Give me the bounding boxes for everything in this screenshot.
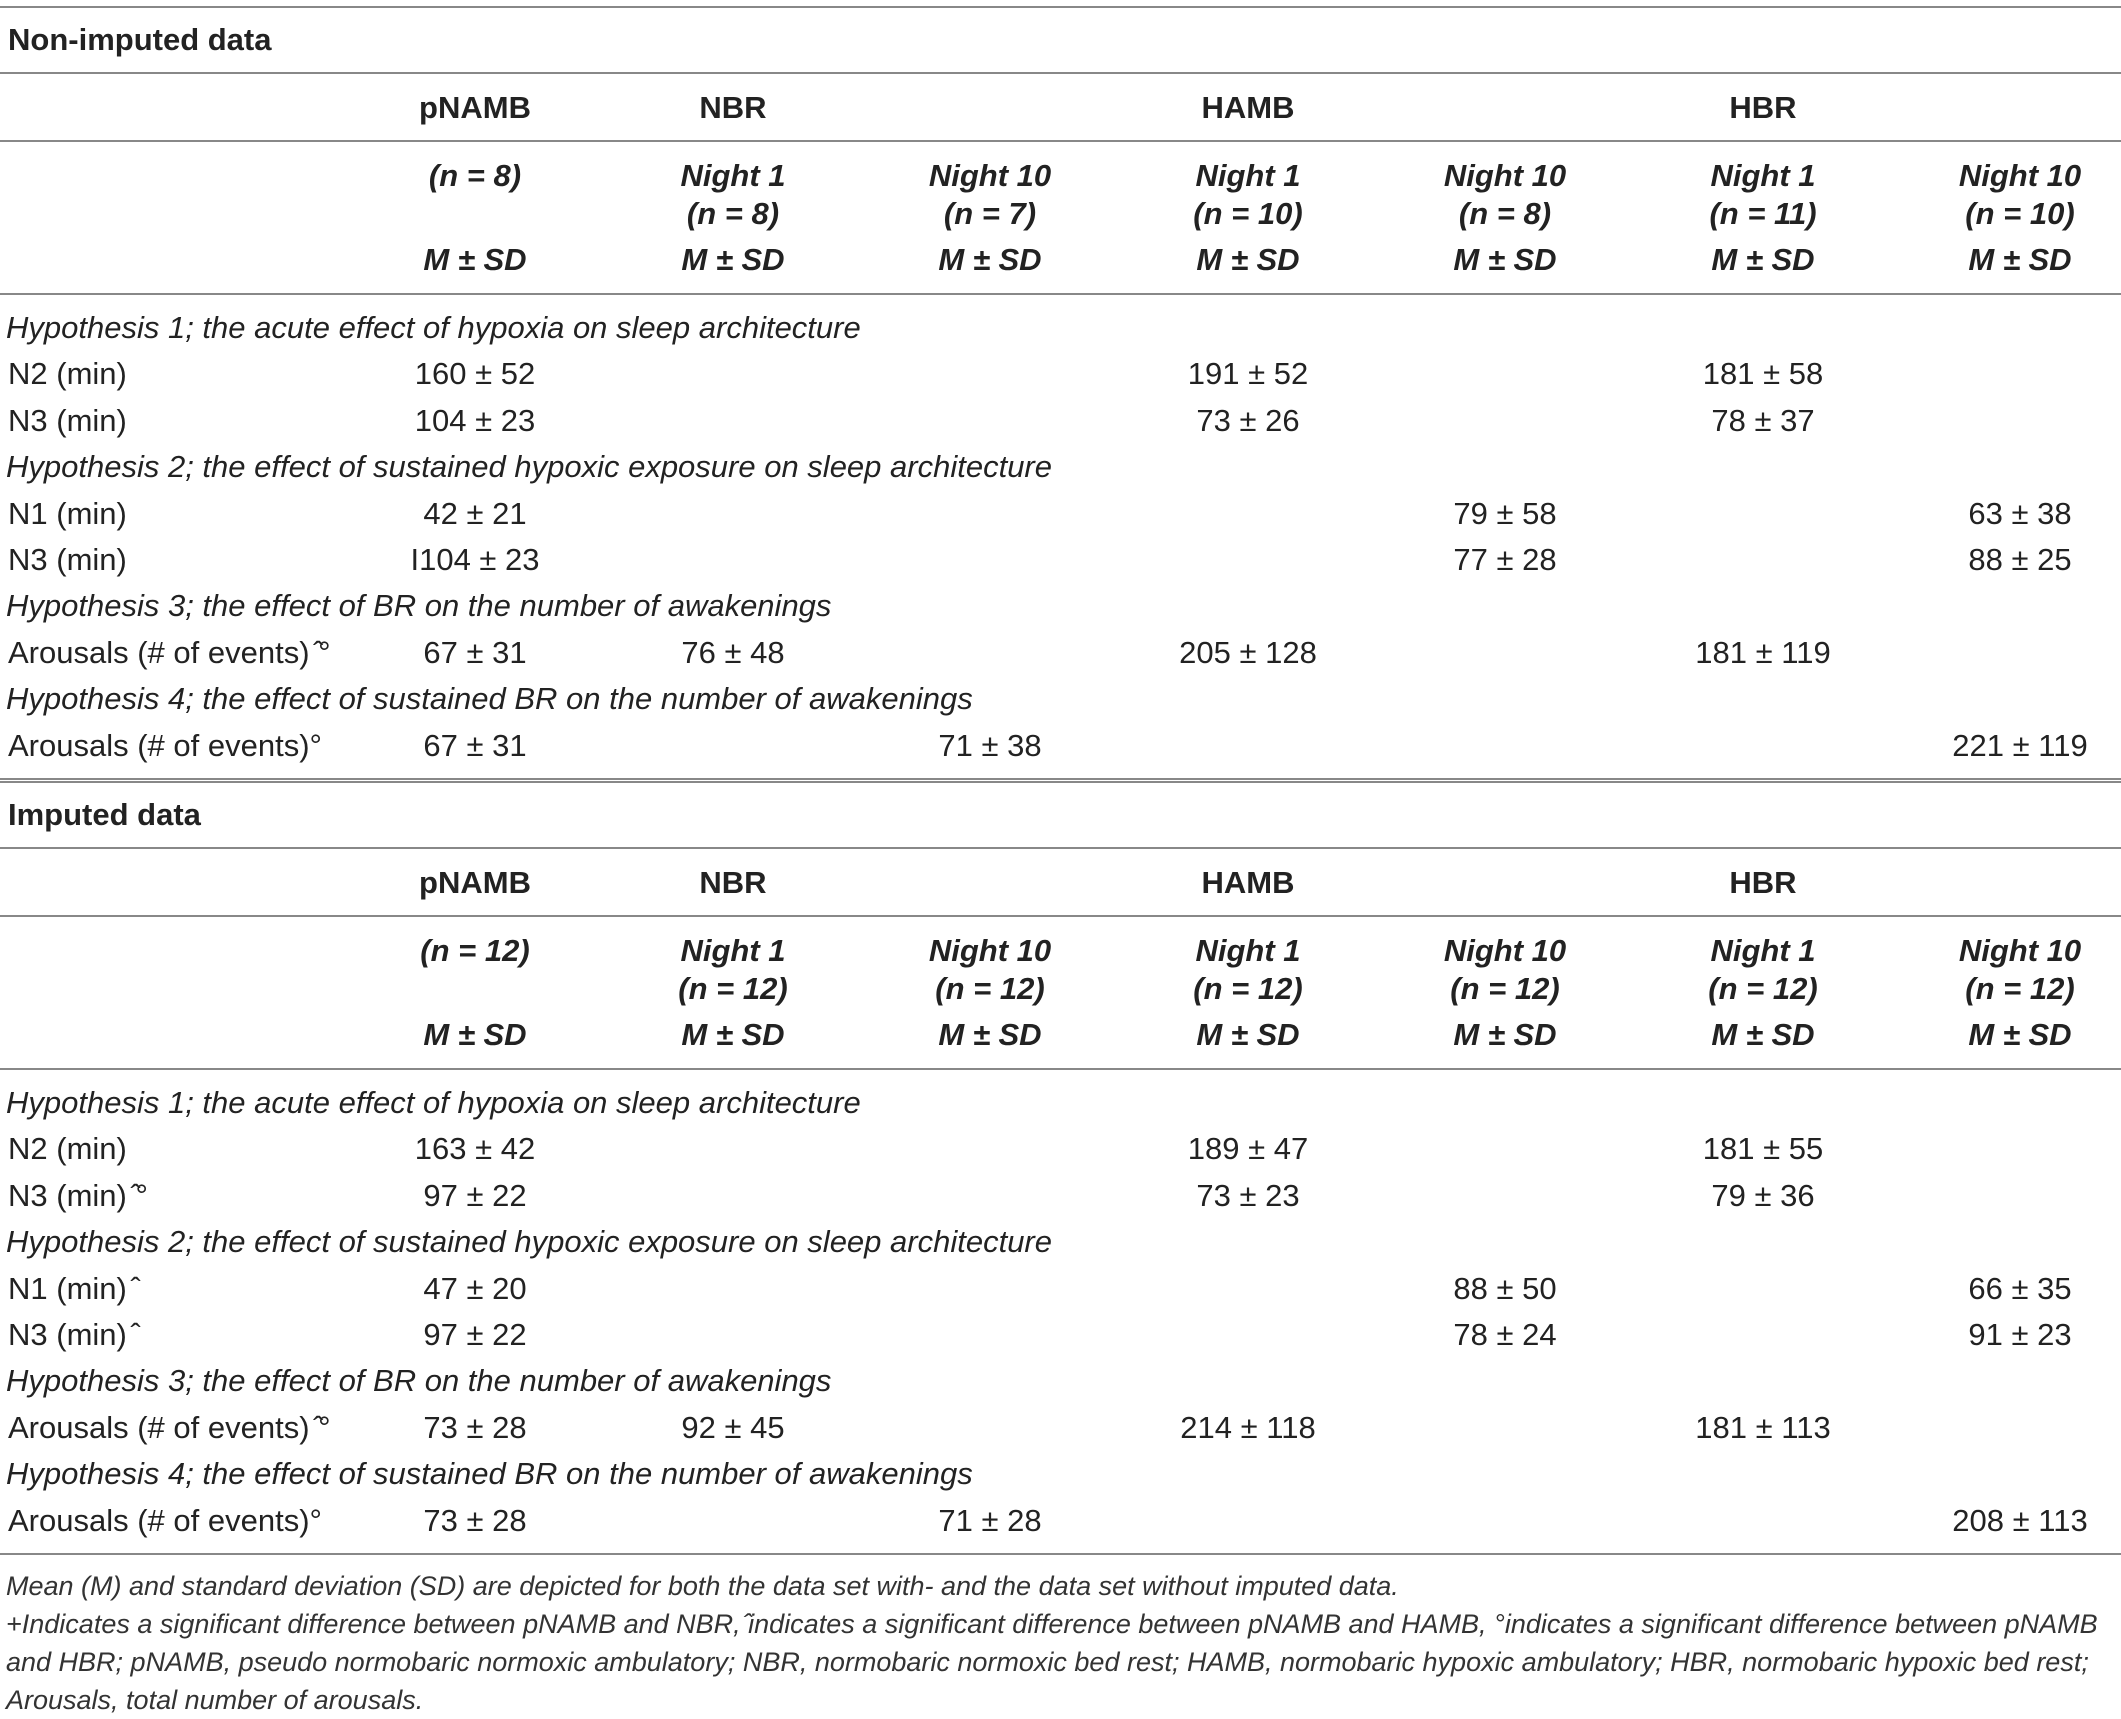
hypothesis-heading: Hypothesis 1; the acute effect of hypoxia on sleep architecture: [6, 310, 861, 345]
group-header-rule: [0, 140, 2121, 142]
section-title: Imputed data: [8, 797, 201, 832]
subheader-rule: [0, 293, 2121, 295]
column-subheader: (n = 8): [686, 196, 780, 231]
hypothesis-heading: Hypothesis 4; the effect of sustained BR on the number of awakenings: [6, 1456, 973, 1492]
row-label: Arousals (# of events) ̂°: [8, 634, 331, 670]
column-subheader: (n = 10): [1193, 196, 1303, 231]
column-subheader: Night 1: [680, 158, 786, 193]
table-cell: 67 ± 31: [423, 727, 527, 763]
section-bottom-rule: [0, 778, 2121, 780]
footnote-significance: +Indicates a significant difference between pNAMB and NBR, ̂indicates a significant difference between pNAMB and HAMB, °indicates a significant difference between pNAMB and HBR; pNAMB, pseudo normobaric normoxic ambulatory; NBR, normobaric normoxic bed rest; HAMB, normobaric hypoxic ambulatory; HBR, normobaric hypoxic bed rest; Arousals, total number of arousals.: [6, 1609, 2098, 1715]
table-cell: 104 ± 23: [414, 402, 536, 438]
column-subheader: (n = 12): [1708, 971, 1818, 1006]
table-cell: 77 ± 28: [1453, 542, 1557, 577]
table-cell: 79 ± 36: [1711, 1177, 1815, 1213]
column-subheader: Night 1: [680, 933, 786, 968]
column-subheader: M ± SD: [938, 1017, 1042, 1052]
subheader-rule: [0, 1068, 2121, 1070]
table-cell: 63 ± 38: [1968, 495, 2072, 531]
table-cell: 205 ± 128: [1179, 634, 1317, 670]
table-cell: 71 ± 38: [938, 727, 1042, 763]
table-cell: 97 ± 22: [423, 1177, 527, 1213]
hypothesis-heading: Hypothesis 3; the effect of BR on the number of awakenings: [6, 588, 832, 624]
column-subheader: Night 1: [1195, 158, 1301, 193]
column-subheader: (n = 12): [420, 933, 530, 968]
table-cell: 42 ± 21: [423, 495, 527, 531]
table-cell: 66 ± 35: [1968, 1270, 2072, 1306]
section-bottom-rule: [0, 1553, 2121, 1555]
table-cell: 47 ± 20: [423, 1270, 527, 1306]
row-label: N3 (min): [8, 542, 127, 577]
table-cell: 181 ± 55: [1702, 1131, 1824, 1167]
table-cell: 92 ± 45: [681, 1409, 785, 1445]
hypothesis-heading: Hypothesis 2; the effect of sustained hypoxic exposure on sleep architecture: [6, 449, 1052, 485]
table-cell: 73 ± 23: [1196, 1177, 1300, 1213]
row-label: Arousals (# of events)°: [8, 1502, 322, 1538]
table-cell: 79 ± 58: [1453, 495, 1557, 531]
column-subheader: (n = 12): [1450, 971, 1560, 1006]
column-subheader: M ± SD: [681, 1017, 785, 1052]
table-cell: 221 ± 119: [1952, 727, 2088, 763]
column-subheader: M ± SD: [1196, 1017, 1300, 1052]
row-label: N1 (min): [8, 495, 127, 531]
column-subheader: Night 1: [1710, 158, 1816, 193]
row-label: N1 (min) ̂: [8, 1270, 136, 1306]
column-subheader: Night 1: [1710, 933, 1816, 968]
table-cell: 181 ± 113: [1695, 1409, 1831, 1445]
column-subheader: Night 10: [928, 933, 1052, 968]
column-subheader: M ± SD: [1711, 1017, 1815, 1052]
table-cell: 78 ± 37: [1711, 402, 1815, 438]
table-cell: 181 ± 58: [1702, 356, 1824, 392]
group-header: HBR: [1729, 90, 1797, 125]
table-cell: 76 ± 48: [681, 634, 785, 670]
row-label: Arousals (# of events) ̂°: [8, 1409, 331, 1445]
column-subheader: M ± SD: [423, 1017, 527, 1052]
column-subheader: M ± SD: [1968, 1017, 2072, 1052]
group-header: pNAMB: [419, 865, 531, 900]
row-label: N3 (min) ̂: [8, 1317, 136, 1352]
group-header: HAMB: [1201, 90, 1295, 125]
column-subheader: M ± SD: [1196, 242, 1300, 277]
group-header: pNAMB: [419, 90, 531, 125]
column-subheader: Night 10: [1443, 933, 1567, 968]
group-header: NBR: [699, 865, 767, 900]
row-label: N2 (min): [8, 356, 127, 392]
column-subheader: M ± SD: [681, 242, 785, 277]
group-header: HBR: [1729, 865, 1797, 900]
table-cell: 163 ± 42: [414, 1131, 536, 1167]
table-cell: 73 ± 28: [423, 1409, 527, 1445]
column-subheader: (n = 10): [1965, 196, 2075, 231]
column-subheader: (n = 12): [678, 971, 788, 1006]
group-header: HAMB: [1201, 865, 1295, 900]
hypothesis-heading: Hypothesis 4; the effect of sustained BR on the number of awakenings: [6, 681, 973, 717]
hypothesis-heading: Hypothesis 1; the acute effect of hypoxia on sleep architecture: [6, 1085, 861, 1120]
table-cell: 88 ± 50: [1453, 1270, 1557, 1306]
column-subheader: (n = 12): [1193, 971, 1303, 1006]
section-title: Non-imputed data: [8, 22, 272, 57]
footnote-definition: Mean (M) and standard deviation (SD) are depicted for both the data set with- and the data set without imputed data.: [6, 1571, 1399, 1601]
column-subheader: Night 1: [1195, 933, 1301, 968]
row-label: N3 (min): [8, 402, 127, 438]
column-subheader: (n = 12): [935, 971, 1045, 1006]
section-title-rule: [0, 847, 2121, 849]
table-cell: 88 ± 25: [1968, 542, 2072, 577]
table-cell: 97 ± 22: [423, 1317, 527, 1352]
table-cell: 78 ± 24: [1453, 1317, 1557, 1352]
column-subheader: (n = 11): [1709, 196, 1817, 231]
column-subheader: Night 10: [1958, 933, 2082, 968]
table-cell: 160 ± 52: [414, 356, 536, 392]
column-subheader: M ± SD: [1968, 242, 2072, 277]
column-subheader: M ± SD: [423, 242, 527, 277]
group-header-rule: [0, 915, 2121, 917]
section-title-rule: [0, 72, 2121, 74]
table-cell: 71 ± 28: [938, 1502, 1042, 1538]
row-label: Arousals (# of events)°: [8, 727, 322, 763]
table-cell: 181 ± 119: [1695, 634, 1831, 670]
table-cell: 191 ± 52: [1187, 356, 1309, 392]
column-subheader: Night 10: [928, 158, 1052, 193]
column-subheader: Night 10: [1443, 158, 1567, 193]
row-label: N3 (min) ̂°: [8, 1177, 148, 1213]
column-subheader: (n = 7): [943, 196, 1037, 231]
table-cell: 214 ± 118: [1180, 1409, 1316, 1445]
column-subheader: (n = 8): [1458, 196, 1552, 231]
column-subheader: (n = 8): [428, 158, 522, 193]
table-cell: 73 ± 26: [1196, 402, 1300, 438]
column-subheader: (n = 12): [1965, 971, 2075, 1006]
table-cell: 67 ± 31: [423, 634, 527, 670]
column-subheader: M ± SD: [1453, 1017, 1557, 1052]
table-cell: 189 ± 47: [1187, 1131, 1309, 1167]
column-subheader: Night 10: [1958, 158, 2082, 193]
table-cell: 73 ± 28: [423, 1502, 527, 1538]
column-subheader: M ± SD: [1711, 242, 1815, 277]
table-cell: I104 ± 23: [410, 542, 540, 577]
column-subheader: M ± SD: [938, 242, 1042, 277]
group-header: NBR: [699, 90, 767, 125]
section-top-rule: [0, 781, 2121, 783]
row-label: N2 (min): [8, 1131, 127, 1167]
table-cell: 208 ± 113: [1952, 1502, 2088, 1538]
table-cell: 91 ± 23: [1968, 1317, 2072, 1352]
hypothesis-heading: Hypothesis 2; the effect of sustained hypoxic exposure on sleep architecture: [6, 1224, 1052, 1260]
hypothesis-heading: Hypothesis 3; the effect of BR on the number of awakenings: [6, 1363, 832, 1399]
column-subheader: M ± SD: [1453, 242, 1557, 277]
section-top-rule: [0, 6, 2121, 8]
